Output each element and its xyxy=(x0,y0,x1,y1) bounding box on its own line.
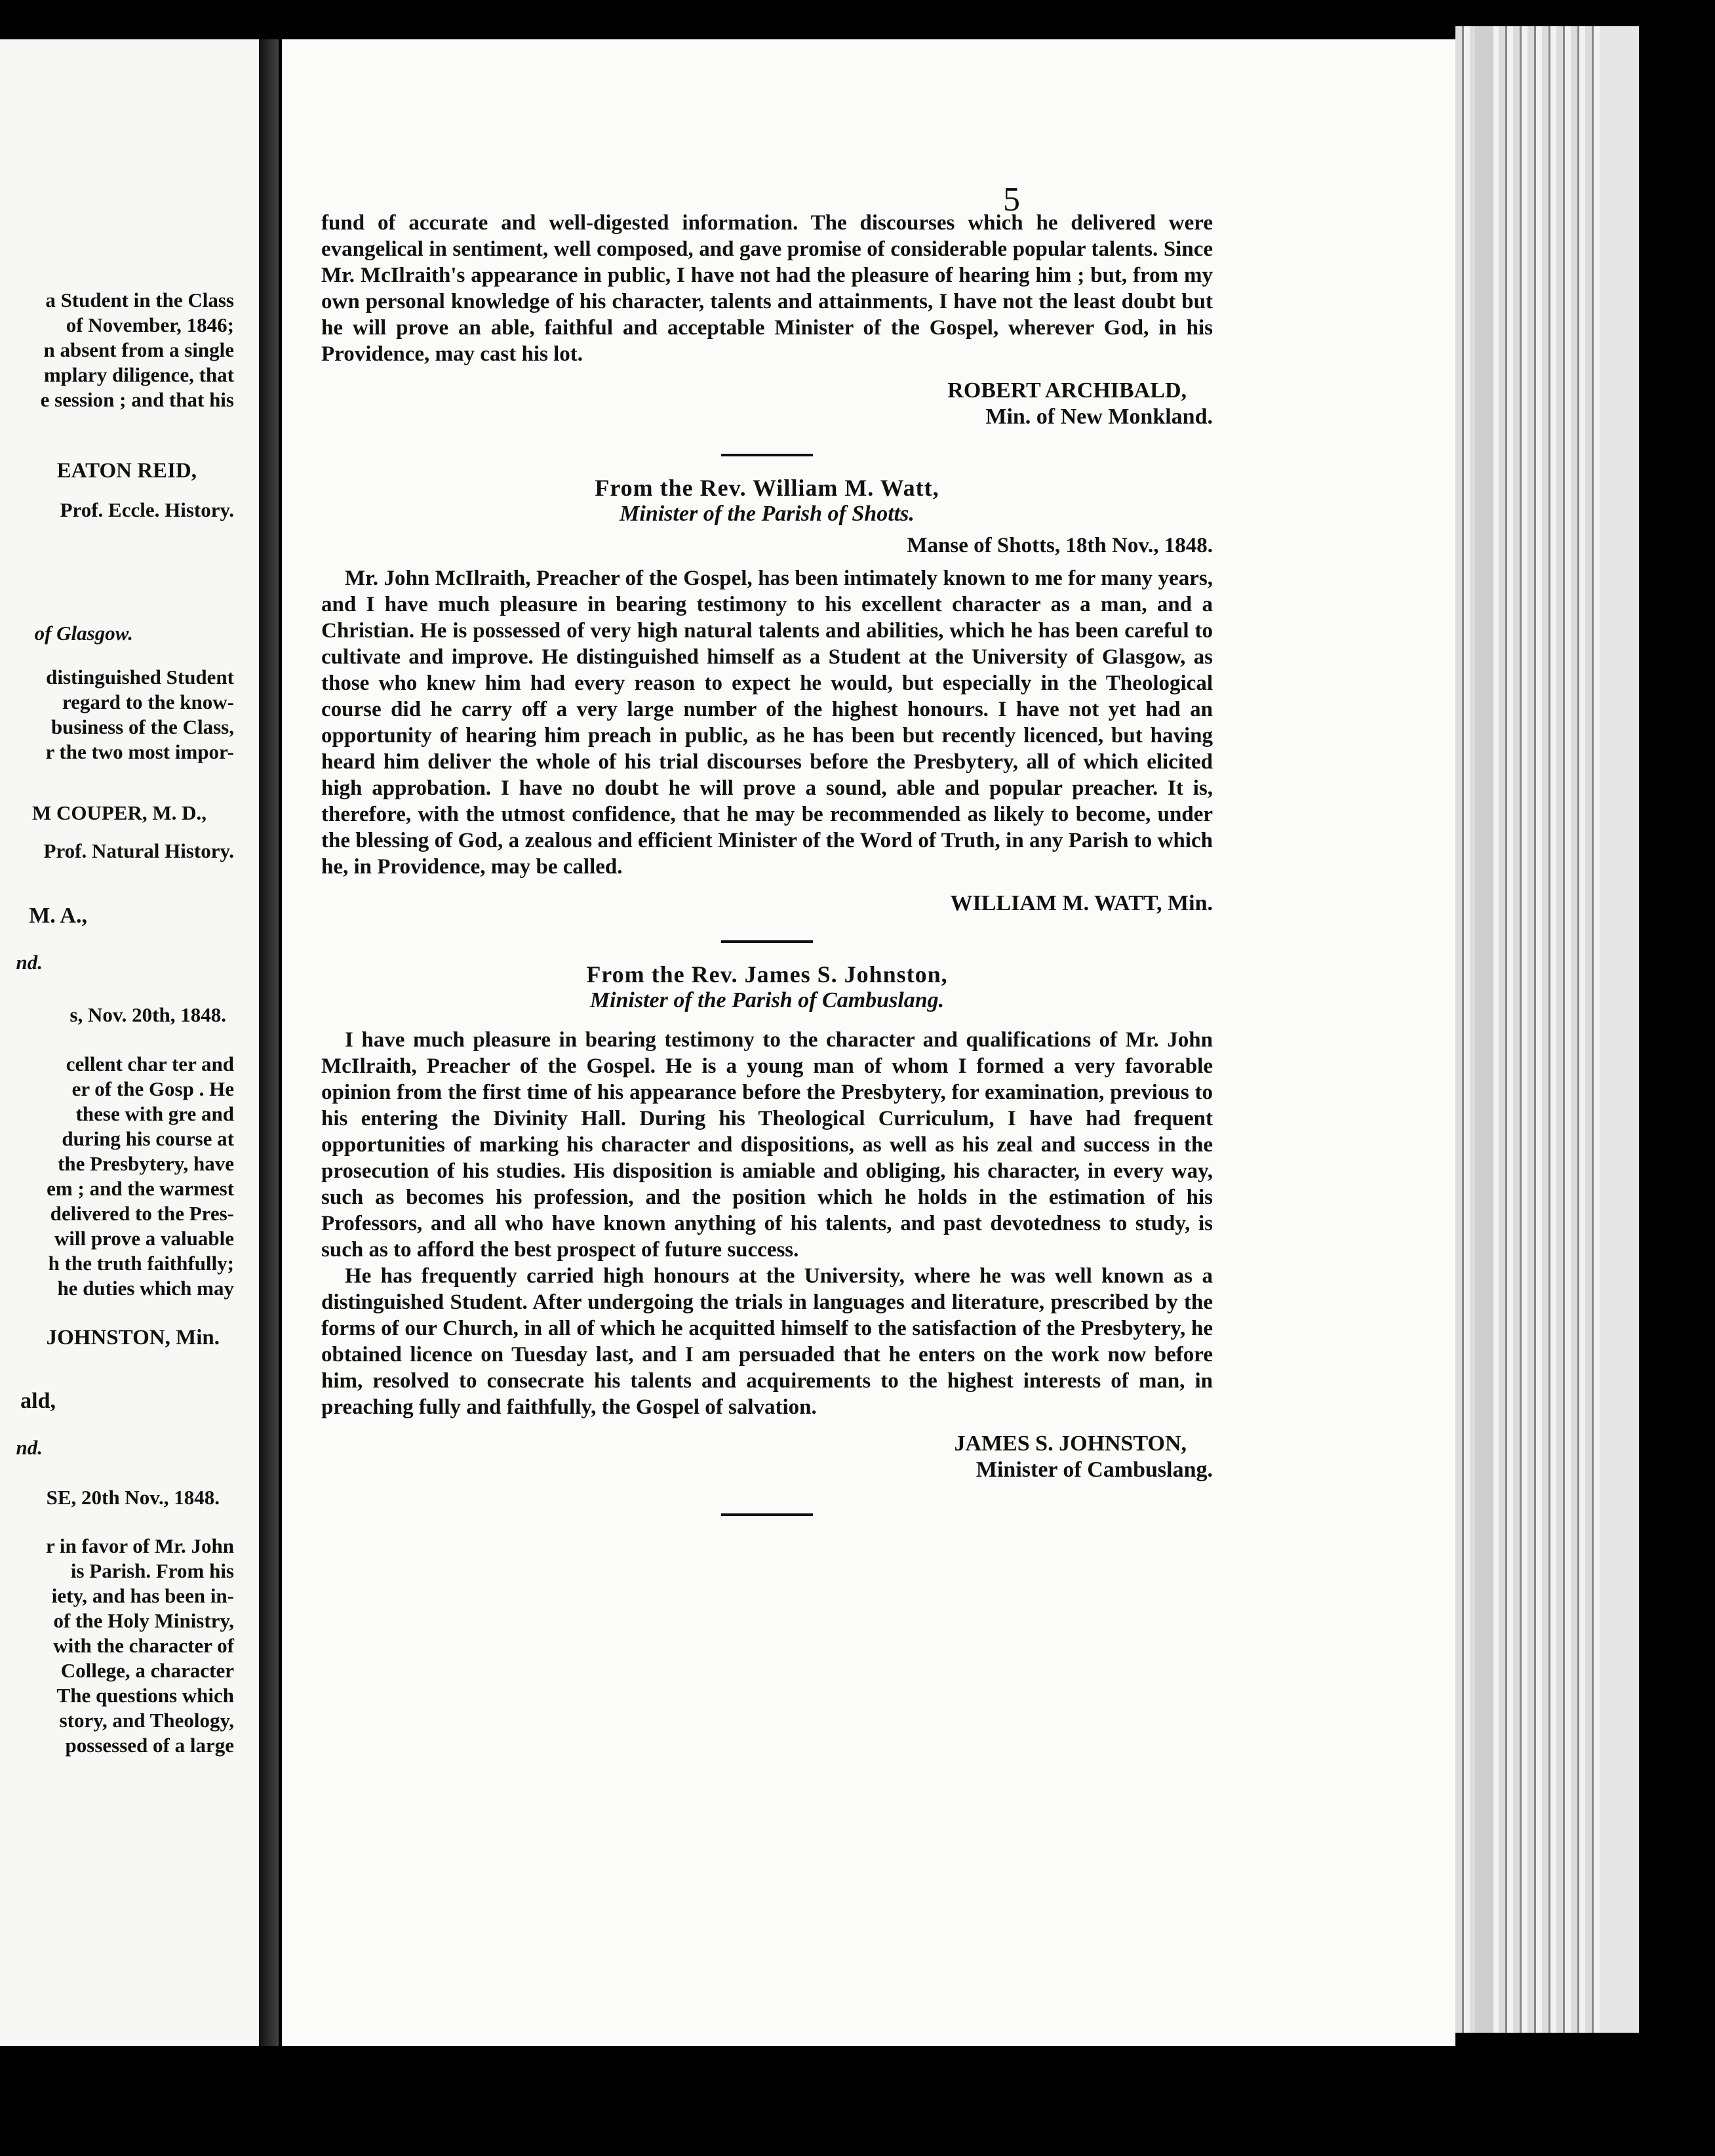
letter-body: He has frequently carried high honours at the University, where he was well known as a distinguished Student. After undergoing the trials in languages and literature, prescribed by the forms of our Church, in all of which he acquitted himself to the satisfaction of the Presbytery, he obtained licence on Tuesday last, and I am persuaded that he enters on the work now before him, resolved to consecrate his talents and acquirements to the highest interests of man, in preaching fully and faithfully, the Gospel of salvation. xyxy=(321,1264,1213,1419)
left-line: of November, 1846; xyxy=(66,313,234,336)
left-line: Prof. Natural History. xyxy=(43,839,234,862)
left-line: JOHNSTON, Min. xyxy=(46,1326,220,1349)
letter-heading: From the Rev. James S. Johnston, xyxy=(586,961,948,988)
left-line: business of the Class, xyxy=(50,715,234,738)
left-line: er of the Gosp . He xyxy=(71,1077,234,1100)
section-divider xyxy=(721,454,813,456)
left-line: of the Holy Ministry, xyxy=(53,1609,234,1632)
left-line: ald, xyxy=(20,1389,56,1413)
left-line: the Presbytery, have xyxy=(58,1152,234,1175)
left-line: Prof. Eccle. History. xyxy=(60,498,234,521)
page-edge-band xyxy=(1475,26,1493,2033)
section-divider xyxy=(721,940,813,943)
left-line: with the character of xyxy=(53,1634,234,1657)
left-line: r in favor of Mr. John xyxy=(45,1534,234,1557)
right-page xyxy=(282,39,1455,2046)
left-line: M COUPER, M. D., xyxy=(31,801,207,824)
letter-watt xyxy=(321,475,1213,917)
left-line: cellent char ter and xyxy=(66,1052,234,1075)
left-line: of Glasgow. xyxy=(34,622,133,645)
left-line: is Parish. From his xyxy=(70,1559,234,1582)
left-line: delivered to the Pres- xyxy=(50,1202,234,1225)
signature: ROBERT ARCHIBALD, xyxy=(947,378,1187,403)
section-divider xyxy=(721,1513,813,1516)
left-line: iety, and has been in- xyxy=(51,1584,234,1607)
left-line: SE, 20th Nov., 1848. xyxy=(46,1486,220,1509)
left-page xyxy=(0,39,259,2046)
left-line: n absent from a single xyxy=(43,338,234,361)
left-line: during his course at xyxy=(62,1127,234,1150)
left-line: e session ; and that his xyxy=(40,388,234,411)
letter-subheading: Minister of the Parish of Cambuslang. xyxy=(589,988,945,1012)
page-number: 5 xyxy=(1003,181,1020,218)
left-line: h the truth faithfully; xyxy=(48,1252,234,1275)
left-line: distinguished Student xyxy=(46,666,234,689)
letter-body: fund of accurate and well-digested information. The discourses which he delivered were evangelical in sentiment, well composed, and gave promise of considerable popular talents. Since Mr. McIlraith's appearance in public, I have not had the pleasure of hearing him ; but, from my own personal knowledge of his character, talents and attainments, I have not the least doubt but he will prove an able, faithful and acceptable Minister of the Gospel, wherever God, in his Providence, may cast his lot. xyxy=(321,211,1213,366)
left-line: s, Nov. 20th, 1848. xyxy=(69,1003,226,1026)
left-line: a Student in the Class xyxy=(45,289,234,311)
left-line: nd. xyxy=(16,951,43,974)
left-line: M. A., xyxy=(29,904,87,928)
left-line: EATON REID, xyxy=(56,459,197,483)
left-line: nd. xyxy=(16,1436,43,1459)
letter-body: Mr. John McIlraith, Preacher of the Gospel, has been intimately known to me for many years, and I have much pleasure in bearing testimony to his excellent character as a man, and a Christian. He is possessed of very high natural talents and abilities, which he has been careful to cultivate and improve. He distinguished himself as a Student at the University of Glasgow, as those who knew him had every reason to expect he would, but especially in the Theological course did he carry off a very large number of the highest honours. I have not yet had an opportunity of hearing him preach in public, as he has been but recently licenced, but having heard him deliver the whole of his trial discourses before the Presbytery, all of which elicited high approbation. I have no doubt he will prove a sound, able and popular preacher. It is, therefore, with the utmost confidence, that he may be recommended as likely to become, under the blessing of God, a zealous and efficient Minister of the Word of Truth, in any Parish to which he, in Providence, may be called. xyxy=(321,567,1213,879)
letter-heading: From the Rev. William M. Watt, xyxy=(595,475,939,501)
page-content xyxy=(321,210,1213,1534)
signature-title: Minister of Cambuslang. xyxy=(976,1458,1213,1482)
letter-archibald xyxy=(321,210,1213,430)
left-line: he duties which may xyxy=(57,1277,234,1300)
page-edges xyxy=(1455,26,1639,2033)
letter-subheading: Minister of the Parish of Shotts. xyxy=(620,502,915,526)
letter-johnston xyxy=(321,961,1213,1483)
letter-body: I have much pleasure in bearing testimony to the character and qualifications of Mr. John McIlraith, Preacher of the Gospel. He is a young man of whom I formed a very favorable opinion from the first time of his appearance before the Presbytery, for examination, previous to his entering the Divinity Hall. During his Theological Curriculum, I have had frequent opportunities of marking his character and dispositions, as well as his zeal and success in the prosecution of his studies. His disposition is amiable and obliging, his character, in every way, such as becomes his profession, and the position which he holds in the estimation of his Professors, and all who have known anything of his talents, and past devotedness to study, is such as to afford the best prospect of future success. xyxy=(321,1028,1213,1262)
left-line: story, and Theology, xyxy=(59,1709,234,1732)
left-line: mplary diligence, that xyxy=(43,363,234,386)
book-gutter xyxy=(259,39,279,2046)
page-edge-shade xyxy=(1600,26,1639,2033)
signature-title: Min. of New Monkland. xyxy=(985,405,1213,429)
left-line: College, a character xyxy=(60,1659,234,1682)
letter-dateline: Manse of Shotts, 18th Nov., 1848. xyxy=(907,534,1213,557)
left-line: regard to the know- xyxy=(62,690,234,713)
left-line: these with gre and xyxy=(75,1102,234,1125)
signature: JAMES S. JOHNSTON, xyxy=(954,1431,1187,1456)
left-line: will prove a valuable xyxy=(54,1227,234,1250)
left-line: em ; and the warmest xyxy=(47,1177,234,1200)
left-line: possessed of a large xyxy=(65,1734,234,1757)
left-line: The questions which xyxy=(56,1684,234,1707)
signature: WILLIAM M. WATT, Min. xyxy=(950,891,1213,915)
left-line: r the two most impor- xyxy=(45,740,234,763)
